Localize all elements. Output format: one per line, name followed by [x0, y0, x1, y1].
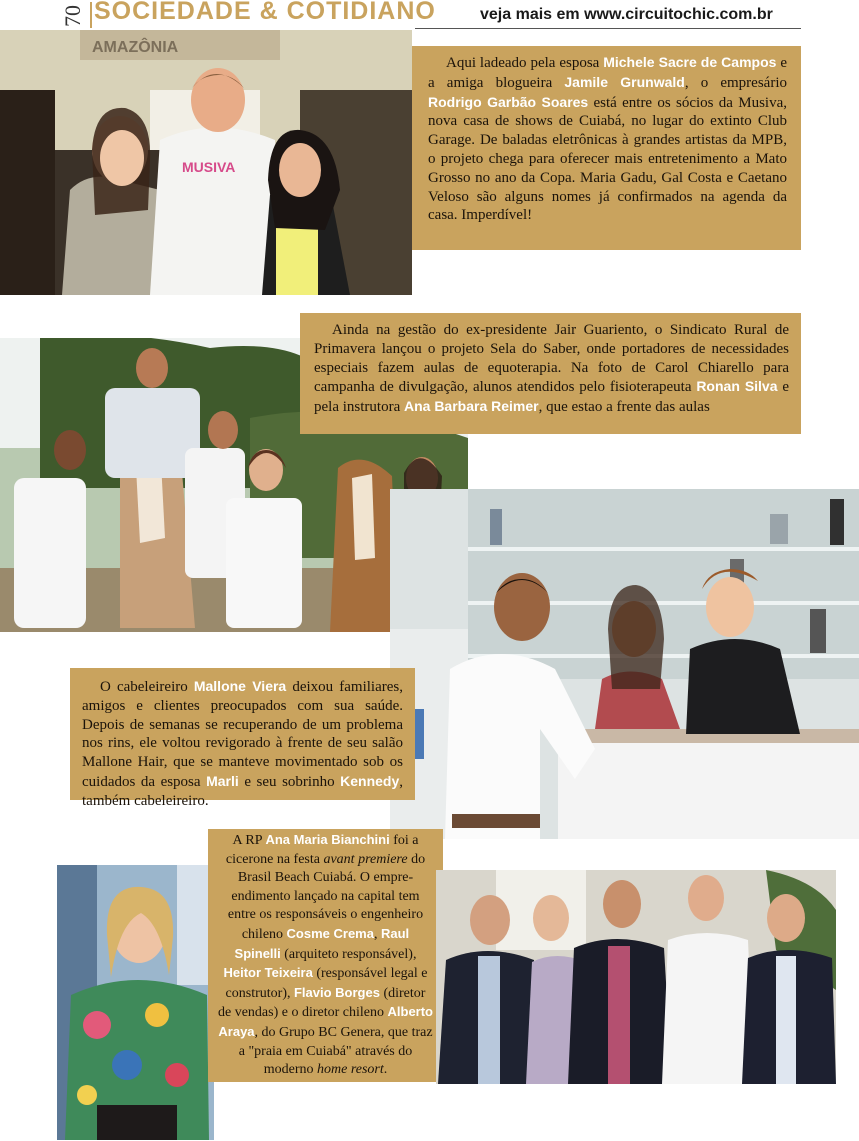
site-link[interactable]: veja mais em www.circuitochic.com.br: [480, 6, 773, 23]
story-brasil-beach: [208, 829, 443, 1082]
story-text: (arquiteto responsável),: [280, 946, 417, 962]
person-name: Kennedy: [340, 772, 400, 789]
person-name: Flavio Borges: [293, 984, 380, 1000]
story-sela-do-saber: [300, 313, 801, 434]
story-text: , do Grupo BC Genera, que traz a "praia em Cuiabá" através do moderno: [238, 1024, 433, 1078]
person-name: Jamile Grunwald: [564, 73, 685, 90]
person-name: Alberto Araya: [218, 1004, 433, 1039]
person-name: Ana Maria Bianchini: [265, 832, 390, 847]
header-rule: [415, 28, 801, 29]
shirt-logo-text: MUSIVA: [182, 159, 236, 175]
story-text: e pela instrutora: [314, 379, 789, 416]
photo-ana-maria: [57, 865, 214, 1140]
photo-musiva-trio: [0, 30, 412, 295]
story-text: Ainda na gestão do ex-presidente Jair Guariento, o Sindicato Rural de Primavera lançou o projeto Sela do Saber, onde portadores de necessidades especiais fazem aulas de equoterapia. Na foto de Carol Chiarello para campanha de divulgação, alunos atendidos pelo fisioterapeuta: [314, 322, 789, 396]
story-text: , também cabeleireiro.: [82, 773, 404, 809]
story-mallone-paragraph: [82, 677, 403, 811]
story-text: , o empresário: [684, 74, 787, 91]
story-musiva-paragraph: [428, 53, 787, 225]
wall-sign-text: AMAZÔNIA: [92, 39, 179, 56]
story-text: deixou familiares, amigos e clientes preocupados com sua saúde. Depois de semanas se recuperando de um problema nos rins, ele voltou revigorado à frente de seu salão Mallone Hair, que se manteve movimentado sob os cuidados da esposa: [82, 679, 403, 790]
photo-group-men: [436, 870, 836, 1084]
story-italic-text: home resort: [317, 1062, 384, 1078]
story-text: do Brasil Beach Cuiabá. O empre-endimento lançado na capital tem entre os responsáveis o engenheiro chileno: [227, 851, 426, 942]
page-number-text: 70: [60, 5, 85, 27]
person-name: Mallone Viera: [193, 678, 287, 694]
story-text: O cabeleireiro: [100, 679, 194, 695]
story-text: A RP: [232, 833, 266, 848]
story-sela-paragraph: [314, 321, 789, 417]
story-text: e seu sobrinho: [238, 773, 341, 790]
story-text: foi a cicerone na festa: [225, 833, 419, 867]
story-text: , que estao a frente das aulas: [538, 399, 710, 416]
story-text: (responsável legal e construtor),: [225, 966, 428, 1001]
story-text: .: [383, 1062, 388, 1078]
story-text: ,: [373, 926, 381, 942]
person-name: Ronan Silva: [696, 378, 778, 395]
header-divider: [90, 2, 92, 28]
person-name: Michele Sacre de Campos: [603, 54, 777, 70]
photo-salon: [390, 489, 859, 839]
story-mallone: [70, 668, 415, 809]
person-name: Ana Barbara Reimer: [403, 398, 539, 415]
person-name: Heitor Teixeira: [223, 965, 313, 981]
story-text: e a amiga blogueira: [428, 55, 787, 91]
story-text: Aqui ladeado pela esposa: [446, 55, 604, 71]
story-italic-text: avant premiere: [323, 851, 408, 867]
person-name: Marli: [206, 772, 239, 789]
story-brasil-beach-paragraph: [218, 831, 433, 1080]
person-name: Raul Spinelli: [234, 925, 410, 961]
person-name: Rodrigo Garbão Soares: [428, 93, 589, 110]
story-musiva: [412, 46, 801, 250]
section-title: SOCIEDADE & COTIDIANO: [94, 0, 436, 25]
person-name: Cosme Crema: [286, 925, 374, 941]
page-number: [62, 3, 88, 29]
story-text: (diretor de vendas) e o diretor chileno: [218, 985, 426, 1021]
story-text: está entre os sócios da Musiva, nova casa de shows de Cuiabá, no lugar do extinto Club Garage. De baladas eletrônicas à grandes artistas da MPB, o projeto chega para oferecer mais entretenimento a Mato Grosso no ano da Copa. Maria Gadu, Gal Costa e Caetano Veloso são alguns nomes já confirmados na agenda da casa. Imperdível!: [428, 94, 787, 224]
